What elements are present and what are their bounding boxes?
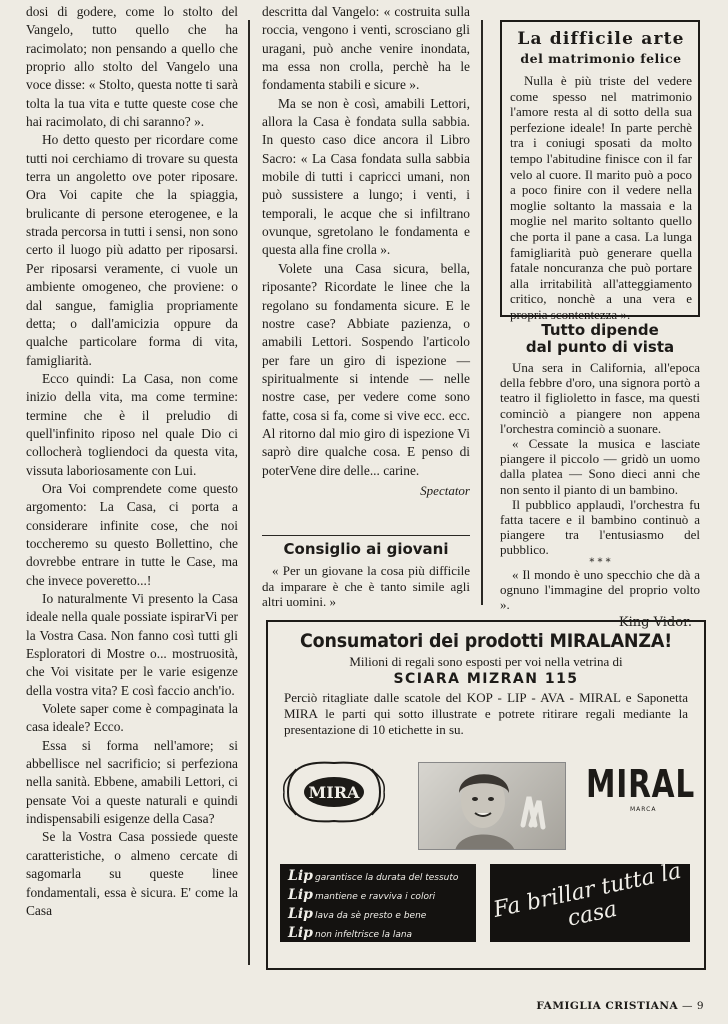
lip-row [288, 906, 468, 925]
paragraph: Essa si forma nell'amore; si abbellisce nel sacrificio; si perfeziona nella sanità. Ebbene, amabili Lettori, ci pensate Voi a queste naturali e quindi indispensabili esigenze della Casa? [26, 737, 238, 827]
smiling-woman-photo [418, 762, 566, 850]
paragraph: Una sera in California, all'epoca della febbre d'oro, una signora portò a teatro il figlioletto in fasce, ma questi cominciò a piangere non appena l'orchestra cominciò a suonare. [500, 360, 700, 436]
ad-body: Perciò ritagliate dalle scatole del KOP - LIP - AVA - MIRAL e Saponetta MIRA le parti qui sotto illustrate e potrete ritirare regali mediante la presentazione di 10 etichette in su. [284, 690, 688, 737]
lip-row [288, 925, 468, 944]
paragraph: Ho detto questo per ricordare come tutti noi cerchiamo di trovare su questa terra un angoletto ove poter riposare. Ora Voi capite che la spiaggia, brulicante di persone eterogenee, e la strada percorsa in tutti i sensi, non sono certo il luogo più adatto per riposarsi. Per riposarsi veramente, ci vuole un ambiente omogeneo, che proviene: o dal sangue, famiglia propriamente detta; o dall'amicizia oppure da qualche particolare forma di vita, famigliarità. [26, 132, 238, 368]
matrimonio-subtitle: del matrimonio felice [520, 51, 682, 66]
mira-logo-text: MIRA [308, 783, 360, 802]
column-rule-right [481, 20, 483, 605]
page-number: 9 [696, 1000, 704, 1012]
matrimonio-text: Nulla è più triste del vedere come spesso nel matrimonio l'amore resta al di sotto della sua perfezione ideale! In parte perchè tra i coniugi sposati da molto tempo l'abitudine finisce con il far velo al cuore. Il marito può a poco a poco finire con il vedere nella moglie soltanto la massaia e la moglie nel marito soltanto quello che porta il pane a casa. La lunga famigliarità può generare quella fatale noncuranza che può portare alla irritabilità all'atteggiamento critico, nonchè a una vera e propria scontentezza ». [510, 73, 692, 322]
section-divider [262, 535, 470, 536]
lip-claim: non infeltrisce la lana [315, 930, 413, 940]
lip-brand: Lip [288, 906, 313, 922]
lip-row [288, 887, 468, 906]
mira-logo [280, 757, 388, 827]
separator-stars: * * * [589, 556, 611, 568]
consiglio-title: Consiglio ai giovani [283, 540, 449, 558]
article-signature: Spectator [420, 482, 470, 498]
magazine-name: FAMIGLIA CRISTIANA [536, 1000, 679, 1012]
paragraph: « Cessate la musica e lasciate piangere il piccolo — gridò un uomo dalla platea — Sono dieci anni che non sento il pianto di un bambino. [500, 436, 700, 497]
paragraph: Ma se non è così, amabili Lettori, allora la Casa è fondata sulla sabbia. In questo caso dice ancora il Libro Sacro: « La Casa fondata sulla sabbia mobile di tutti i capricci umani, non può sussistere a lungo; i venti, i temporali, le acque che si infiltrano ovunque, sgretolano le fondamenta e questa alla fine crolla ». [262, 95, 470, 258]
column-rule-left [248, 20, 250, 965]
lip-product-panel [280, 864, 476, 942]
miral-logo [586, 762, 694, 832]
ad-title: Consumatori dei prodotti MIRALANZA! [299, 630, 673, 652]
miral-marca: MARCA [630, 806, 657, 813]
matrimonio-box [500, 20, 700, 322]
paragraph: Ora Voi comprendete come questo argomento: La Casa, ci porta a considerare infinite cose, che noi toccheremo su questo Bollettino, che dovrebbe entrare in tutte le Case, ma che invece poveretto...! [26, 480, 238, 588]
lip-brand: Lip [288, 925, 313, 941]
paragraph: descritta dal Vangelo: « costruita sulla roccia, vengono i venti, scrosciano gli uragani, può anche venire inondata, ma essa non crolla, perchè ha le fondamenta stabili e sicure ». [262, 4, 470, 93]
lip-claim: garantisce la durata del tessuto [315, 873, 459, 883]
matrimonio-title: La difficile arte [517, 29, 685, 49]
quote-author: King Vidor. [618, 615, 692, 631]
paragraph: Volete una Casa sicura, bella, riposante? Ricordate le linee che la regolano su fondamenta sicure. E le nostre case? Abbiate pazienza, o amabili Lettori. Sospendo l'articolo per fare un giro di ispezione — spiritualmente si intende — nelle nostre case, per vedere come sono fatte, cosa si fa, come si vive ecc. ecc. Al ritorno dal mio giro di ispezione Vi saprò dire qualche cosa. E penso di poterVene dire delle... carine. [262, 260, 470, 478]
paragraph: dosi di godere, come lo stolto del Vangelo, tutto quello che ha racimolato; non pensando a quello che proprio allo stolto del Vangelo una voce disse: « Stolto, questa notte ti sarà tolta la tua vita e tutte queste cose che hai racimolato, di chi saranno? ». [26, 4, 238, 130]
consiglio-text: « Per un giovane la cosa più difficile da imparare è che è tanto simile agli altri uomini. » [262, 563, 470, 609]
lip-claim: lava da sè presto e bene [315, 911, 427, 921]
article-column-1 [26, 3, 238, 920]
tutto-title-line2: dal punto di vista [525, 338, 675, 356]
paragraph: Il pubblico applaudì, l'orchestra fu fatta tacere e il bambino continuò a piangere tra l'entusiasmo del pubblico. [500, 496, 700, 558]
paragraph: Io naturalmente Vi presento la Casa ideale nella quale possiate ispirarVi per la Vostra Casa. Non fanno così tutti gli Esploratori di Mostre o... mostruosità, che Voi visitate per le varie esigenze della vostra vita? E così faccio anch'io. [26, 591, 238, 698]
paragraph: Ecco quindi: La Casa, non come inizio della vita, ma come termine: termine che è il preludio di quell'infinito riposo nel quale Dio ci collocherà togliendoci da questa vita, vissuta laboriosamente con Lui. [26, 370, 238, 478]
slogan-panel [490, 858, 690, 942]
lip-brand: Lip [288, 887, 313, 903]
quote: « Il mondo è uno specchio che dà a ognuno l'immagine del proprio volto ». [500, 566, 700, 613]
page-footer [536, 1000, 704, 1012]
paragraph: Volete saper come è compaginata la casa ideale? Ecco. [26, 701, 238, 735]
article-column-2 [262, 3, 470, 500]
miral-logo-text: MIRAL [586, 762, 696, 806]
ad-line: Milioni di regali sono esposti per voi nella vetrina di [349, 654, 623, 669]
lip-brand: Lip [288, 868, 313, 884]
tutto-dipende-article [500, 322, 700, 630]
lip-claim: mantiene e ravviva i colori [315, 892, 436, 902]
lip-row [288, 868, 468, 887]
ad-address: SCIARA MIZRAN 115 [393, 671, 579, 687]
slogan-text: Fa brillar tutta la casa [491, 858, 684, 932]
tutto-title-line1: Tutto dipende [541, 321, 659, 339]
paragraph: Se la Vostra Casa possiede queste caratteristiche, o almeno cercate di sagomarla su queste linee fondamentali, essa è sicura. E' come la Casa [26, 829, 238, 918]
miralanza-advertisement [266, 620, 706, 970]
footer-separator: — [681, 1000, 693, 1012]
consiglio-box [262, 540, 470, 610]
